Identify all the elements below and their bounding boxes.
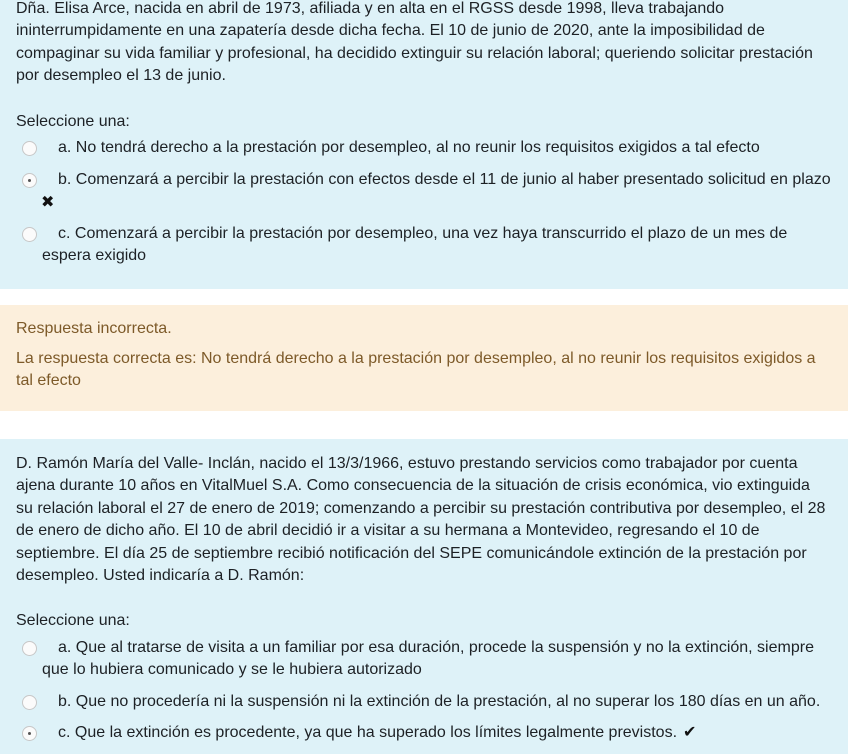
option-label: a. Que al tratarse de visita a un familiar por esa duración, procede la suspensión y no la extinción, siempre que lo hubiera comunicado y se le hubiera autorizado [42, 639, 814, 679]
question-2-prompt: Seleccione una: [16, 612, 130, 629]
question-1-text: Dña. Elisa Arce, nacida en abril de 1973, afiliada y en alta en el RGSS desde 1998, lleva trabajando ininterrumpidamente en una zapatería desde dicha fecha. El 10 de junio de 2020, ante la imposibilidad de compaginar su vida familiar y profesional, ha decidido extinguir su relación laboral; queriendo solicitar prestación por desempleo el 13 de junio. [16, 0, 813, 85]
question-1-option-c[interactable] [16, 223, 831, 268]
radio-button-selected[interactable] [22, 173, 37, 188]
option-label: b. Comenzará a percibir la prestación con efectos desde el 11 de junio al haber presentado solicitud en plazo [58, 171, 831, 188]
question-2-option-a[interactable] [16, 637, 831, 682]
feedback-status: Respuesta incorrecta. [16, 320, 172, 337]
option-label: c. Comenzará a percibir la prestación por desempleo, una vez haya transcurrido el plazo de un mes de espera exigido [42, 225, 788, 265]
question-2-option-c[interactable] [16, 722, 831, 744]
radio-button[interactable] [22, 641, 37, 656]
incorrect-icon: ✖ [41, 194, 55, 211]
radio-button[interactable] [22, 141, 37, 156]
question-1-panel [0, 0, 848, 289]
question-2-option-b[interactable] [16, 691, 831, 713]
option-label: a. No tendrá derecho a la prestación por desempleo, al no reunir los requisitos exigidos a tal efecto [58, 139, 760, 156]
radio-button[interactable] [22, 695, 37, 710]
question-1-prompt: Seleccione una: [16, 113, 130, 130]
radio-button[interactable] [22, 227, 37, 242]
question-2-panel [0, 439, 848, 754]
question-1-option-b[interactable] [16, 169, 831, 191]
radio-button-selected[interactable] [22, 726, 37, 741]
option-label: b. Que no procedería ni la suspensión ni la extinción de la prestación, al no superar los 180 días en un año. [58, 693, 821, 710]
option-label-wrapper [16, 722, 831, 744]
question-2-text: D. Ramón María del Valle- Inclán, nacido el 13/3/1966, estuvo prestando servicios como trabajador por cuenta ajena durante 10 años en VitalMuel S.A. Como consecuencia de la situación de crisis económica, vio extinguida su relación laboral el 27 de enero de 2019; comenzando a percibir su prestación contributiva por desempleo, el 28 de enero de dicho año. El 10 de abril decidió ir a visitar a su hermana a Montevideo, regresando el 10 de septiembre. El día 25 de septiembre recibió notificación del SEPE comunicándole extinción de la prestación por desempleo. Usted indicaría a D. Ramón: [16, 455, 826, 585]
feedback-correct-answer: La respuesta correcta es: No tendrá derecho a la prestación por desempleo, al no reunir los requisitos exigidos a tal efecto [16, 350, 816, 390]
question-1-option-a[interactable] [16, 137, 831, 159]
option-label: c. Que la extinción es procedente, ya que ha superado los límites legalmente previstos. [58, 724, 678, 741]
correct-check-icon: ✔ [683, 724, 697, 741]
feedback-panel [0, 305, 848, 411]
